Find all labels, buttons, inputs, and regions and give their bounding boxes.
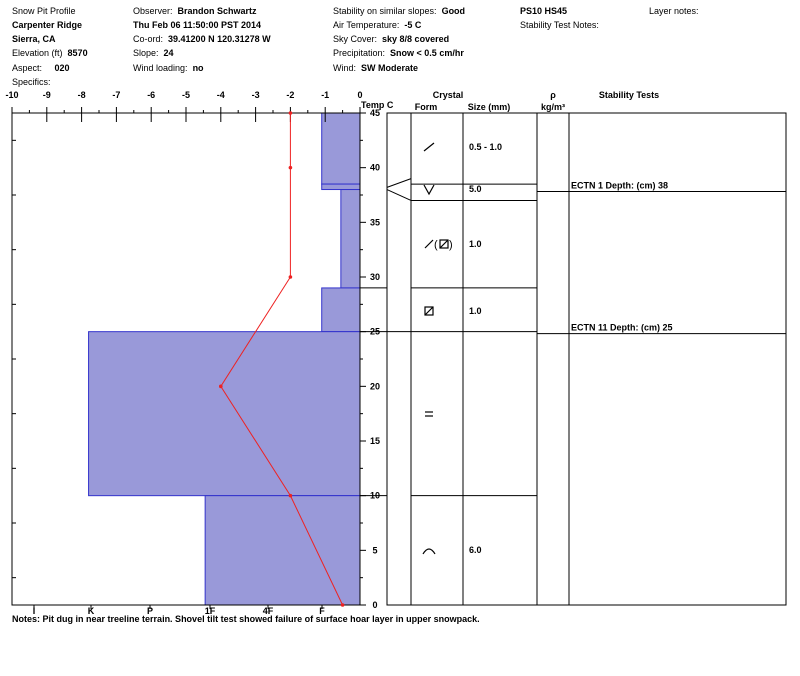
- layer-notes-label: Layer notes:: [649, 6, 699, 16]
- hardness-layer: [322, 288, 360, 332]
- temp-tick-label: -5: [181, 90, 191, 100]
- form-column-header: Form: [414, 102, 438, 112]
- icon-stroke: [425, 240, 433, 248]
- size-column-header: Size (mm): [467, 102, 511, 112]
- icon-stroke: [423, 549, 435, 554]
- crystal-size: 0.5 - 1.0: [469, 142, 503, 152]
- depth-tick-label: 0: [372, 600, 378, 610]
- hardness-layer: [341, 190, 360, 288]
- air-temperature: Air Temperature: -5 C: [333, 20, 422, 30]
- depth-tick-label: 20: [369, 381, 381, 392]
- elevation: Elevation (ft) 8570: [12, 48, 88, 58]
- crystal-size: 5.0: [469, 184, 482, 194]
- stability-similar-slopes: Stability on similar slopes: Good: [333, 6, 466, 16]
- location-name: Carpenter Ridge: [12, 20, 83, 30]
- hardness-tick-label: I: [32, 606, 36, 616]
- crystal-size: 6.0: [469, 545, 482, 555]
- temp-tick-label: -10: [5, 90, 19, 100]
- stability-tests-header: Stability Tests: [598, 90, 660, 100]
- depth-tick-label: 45: [369, 108, 381, 118]
- temperature-point: [289, 166, 293, 170]
- mixed-decomposing-faceted-icon: [425, 239, 453, 251]
- sky-cover: Sky Cover: sky 8/8 covered: [333, 34, 450, 44]
- depth-tick-label: 10: [369, 490, 381, 501]
- aspect: Aspect: 020: [12, 63, 70, 73]
- depth-tick-label: 30: [369, 272, 381, 282]
- depth-tick-label: 15: [369, 436, 381, 446]
- hardness-layer: [322, 113, 360, 184]
- hardness-tick-label: 4F: [262, 606, 274, 616]
- icon-stroke: [424, 185, 434, 194]
- hardness-layer: [322, 184, 360, 189]
- profile-title: Snow Pit Profile: [12, 6, 76, 16]
- temp-tick-label: 0: [357, 90, 363, 100]
- precipitation: Precipitation: Snow < 0.5 cm/hr: [333, 48, 464, 58]
- crystal-size: 1.0: [469, 306, 482, 316]
- hardness-layer: [205, 496, 360, 605]
- temp-tick-label: -6: [147, 90, 156, 100]
- temp-tick-label: -3: [251, 90, 260, 100]
- icon-stroke: [440, 240, 448, 248]
- depth-tick-label: 35: [369, 217, 381, 228]
- temperature-point: [341, 603, 345, 607]
- depth-tick-label: 5: [372, 545, 378, 556]
- hardness-layer: [89, 332, 360, 496]
- icon-stroke: [424, 143, 434, 151]
- hardness-tick-label: P: [146, 606, 154, 616]
- surface-hoar-icon: [424, 185, 434, 194]
- hardness-tick-label: F: [319, 606, 325, 616]
- stability-test-label: ECTN 11 Depth: (cm) 25: [571, 322, 673, 333]
- icon-stroke: [425, 307, 433, 315]
- stability-test-label: ECTN 1 Depth: (cm) 38: [571, 180, 669, 191]
- specifics-label: Specifics:: [12, 77, 51, 87]
- crystal-column-header: Crystal: [432, 90, 464, 100]
- precipitation-particles-icon: [424, 143, 434, 151]
- icon-paren: (: [434, 239, 438, 251]
- temp-tick-label: -4: [216, 90, 225, 100]
- temp-tick-label: -1: [321, 90, 330, 100]
- depth-hoar-icon: [423, 549, 435, 554]
- temperature-point: [289, 494, 293, 498]
- depth-tick-label: 40: [369, 162, 381, 173]
- temp-tick-label: -2: [286, 90, 295, 100]
- hardness-tick-label: 1F: [204, 606, 216, 616]
- wind: Wind: SW Moderate: [333, 63, 419, 73]
- notes: Notes: Pit dug in near treeline terrain. Shovel tilt test showed failure of surface hoar layer in upper snowpack.: [12, 614, 480, 624]
- temperature-point: [289, 275, 293, 279]
- stability-test-notes-label: Stability Test Notes:: [520, 20, 599, 30]
- faceted-crystal-icon: [425, 307, 433, 315]
- observer: Observer: Brandon Schwartz: [133, 6, 257, 16]
- temp-tick-label: -7: [112, 90, 121, 100]
- hoar-connector: [387, 179, 411, 188]
- icon-paren: ): [449, 239, 453, 251]
- slope: Slope: 24: [133, 48, 174, 58]
- temp-tick-label: -9: [42, 90, 51, 100]
- temperature-point: [219, 385, 223, 389]
- pit-id: PS10 HS45: [520, 6, 568, 16]
- crystal-size: 1.0: [469, 239, 482, 249]
- hardness-tick-label: K: [87, 606, 95, 616]
- observation-datetime: Thu Feb 06 11:50:00 PST 2014: [133, 20, 262, 30]
- depth-tick-label: 25: [369, 326, 381, 337]
- density-symbol: ρ: [550, 90, 556, 100]
- rounded-grains-icon: [425, 412, 433, 416]
- temp-axis-label: Temp C: [361, 100, 394, 110]
- temperature-point: [289, 111, 293, 115]
- density-unit: kg/m³: [540, 102, 566, 112]
- coordinates: Co-ord: 39.41200 N 120.31278 W: [133, 34, 271, 44]
- region-name: Sierra, CA: [12, 34, 56, 44]
- hoar-connector: [387, 190, 411, 201]
- wind-loading: Wind loading: no: [133, 63, 204, 73]
- temp-tick-label: -8: [77, 90, 86, 100]
